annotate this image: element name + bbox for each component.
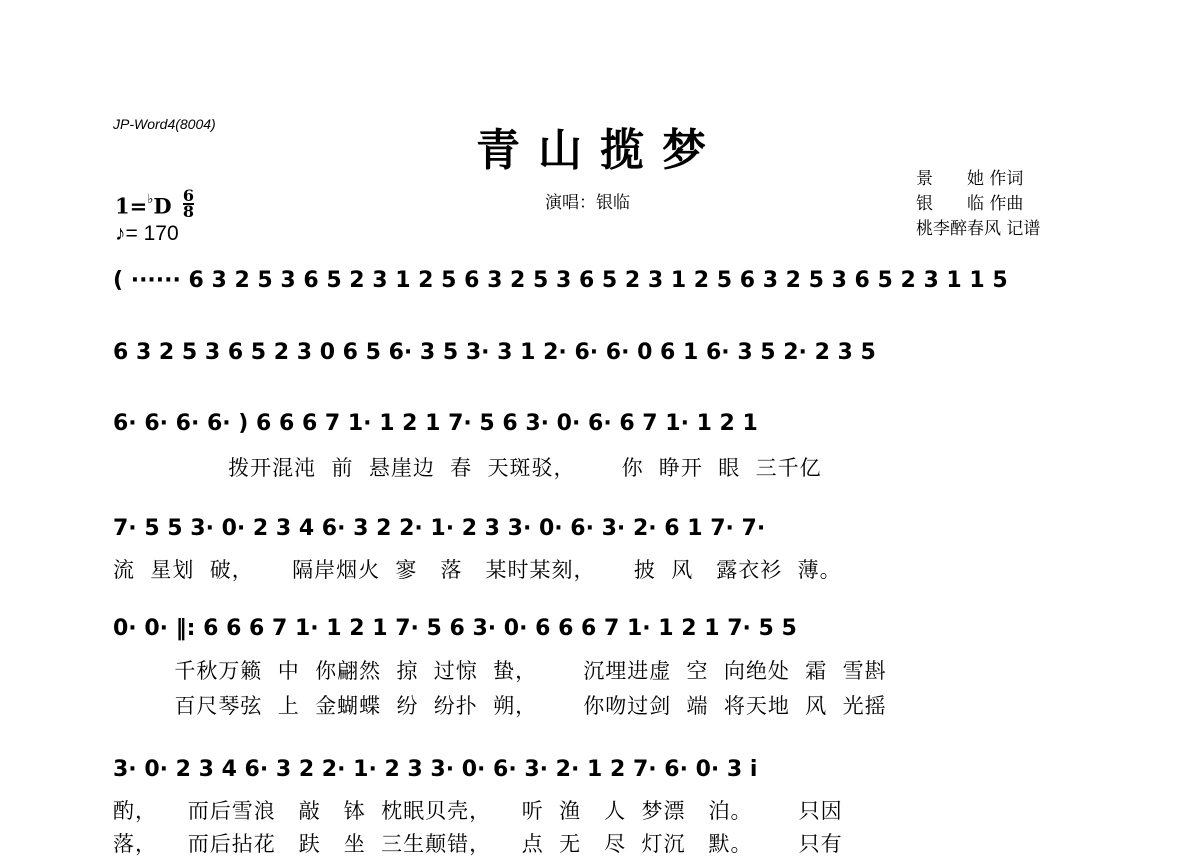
lyrics-line: 流 星划 破， 隔岸烟火 寥 落 某时某刻， 披 风 露衣衫 薄。 <box>113 558 842 582</box>
notation-row: 3· 0· 2 3 4 6· 3 2 2· 1· 2 3 3· 0· 6· 3· 2· 1 2 7· 6· 0· 3 i <box>113 757 758 782</box>
meter-bottom: 8 <box>182 202 195 221</box>
notation-row: 0· 0· ‖: 6 6 6 7 1· 1 2 1 7· 5 6 3· 0· 6 6 6 7 1· 1 2 1 7· 5 5 <box>113 616 797 641</box>
software-label: JP-Word4(8004) <box>113 116 216 132</box>
lyrics-line: 百尺琴弦 上 金蝴蝶 纷 纷扑 朔， 你吻过剑 端 将天地 风 光摇 <box>113 694 887 718</box>
key-signature <box>115 186 195 223</box>
key-note: D <box>153 193 172 219</box>
composer-credit: 银 临 作曲 <box>916 194 1024 214</box>
meter-top: 6 <box>182 186 195 205</box>
transcriber-credit: 桃李醉春风 记谱 <box>916 219 1041 239</box>
lyricist-credit: 景 她 作词 <box>916 169 1024 189</box>
tempo-marking: ♪= 170 <box>115 222 179 245</box>
lyrics-line: 落， 而后拈花 趺 坐 三生颠错， 点 无 尽 灯沉 默。 只有 <box>113 832 843 856</box>
song-title: 青山揽梦 <box>476 125 724 176</box>
lyrics-line: 酌， 而后雪浪 敲 钵 枕眠贝壳， 听 渔 人 梦漂 泊。 只因 <box>113 799 843 823</box>
lyrics-line: 拨开混沌 前 悬崖边 春 天斑驳， 你 睁开 眼 三千亿 <box>113 456 822 480</box>
notation-row: 7· 5 5 3· 0· 2 3 4 6· 3 2 2· 1· 2 3 3· 0· 6· 3· 2· 6 1 7· 7· <box>113 516 766 541</box>
notation-row: 6 3 2 5 3 6 5 2 3 0 6 5 6· 3 5 3· 3 1 2· 6· 6· 0 6 1 6· 3 5 2· 2 3 5 <box>113 340 876 365</box>
lyrics-line: 千秋万籁 中 你翩然 掠 过惊 蛰， 沉埋进虚 空 向绝处 霜 雪斟 <box>113 659 887 683</box>
notation-row: 6· 6· 6· 6· ) 6 6 6 7 1· 1 2 1 7· 5 6 3· 0· 6· 6 7 1· 1 2 1 <box>113 411 758 436</box>
flat-symbol: ♭ <box>147 191 154 207</box>
singer-label: 演唱：银临 <box>545 193 630 213</box>
key-prefix: 1= <box>115 193 148 219</box>
notation-row: ( ······ 6 3 2 5 3 6 5 2 3 1 2 5 6 3 2 5 3 6 5 2 3 1 2 5 6 3 2 5 3 6 5 2 3 1 1 5 <box>113 268 1008 293</box>
time-signature <box>182 186 195 221</box>
